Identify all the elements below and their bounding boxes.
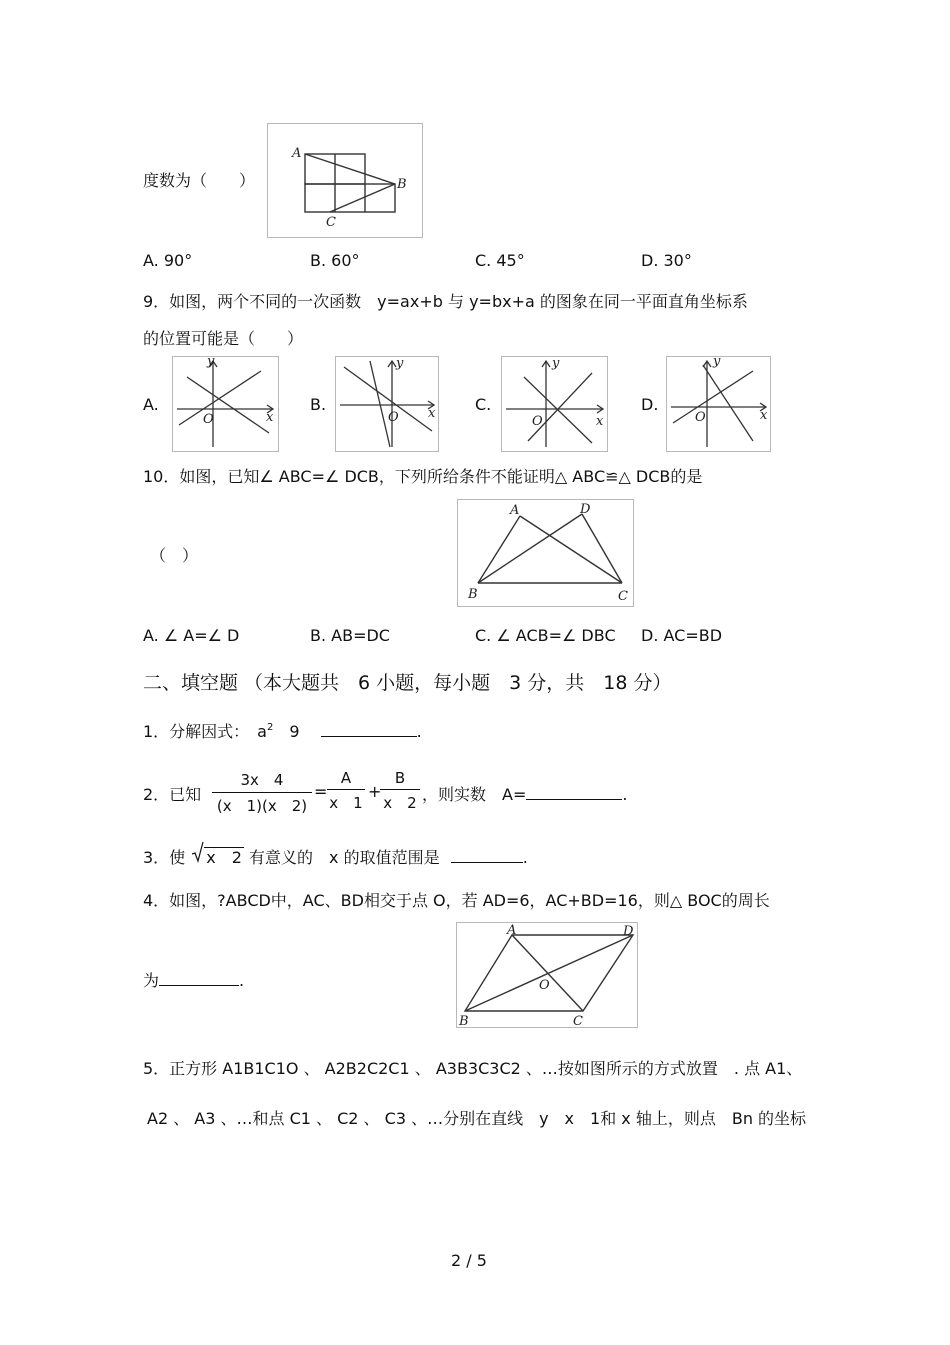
fill-q4-period: .: [239, 971, 245, 990]
q9-a-x-label: x: [266, 410, 274, 425]
q9-graph-c: [501, 356, 608, 452]
fill-q2-frac2-denominator: x 1: [329, 794, 363, 812]
q10-option-b: B. AB=DC: [310, 626, 390, 645]
q10-label-d: D: [580, 502, 591, 517]
fill-q4-figure: [456, 922, 638, 1028]
sqrt-symbol-icon: [192, 841, 204, 863]
q4-label-d: D: [623, 924, 634, 939]
q10-label-b: B: [468, 587, 478, 602]
q9-a-y-label: y: [207, 357, 215, 369]
fill-q5-line1: 5．正方形 A1B1C1O 、 A2B2C2C1 、 A3B3C3C2 、…按如图所示的方式放置 . 点 A1、: [143, 1059, 803, 1078]
q9-graph-b: [335, 356, 439, 452]
fill-q3-sqrt: [192, 845, 244, 868]
q9-c-origin: O: [532, 414, 543, 429]
fill-q4-line1: 4．如图，?ABCD中，AC、BD相交于点 O，若 AD=6，AC+BD=16，则△ BOC的周长: [143, 891, 770, 910]
fill-q5-line2: A2 、 A3 、…和点 C1 、 C2 、 C3 、…分别在直线 y x 1和 x 轴上，则点 Bn 的坐标: [147, 1109, 807, 1128]
fill-q2-fraction-a: [327, 769, 365, 813]
fill-q2-fraction-b: [380, 769, 420, 813]
q8-label-c: C: [326, 215, 336, 230]
fill-q4-line2: [143, 968, 244, 991]
q4-label-a: A: [507, 923, 517, 938]
fill-q2-frac3-denominator: x 2: [383, 794, 417, 812]
q9-option-d-letter: D.: [641, 395, 659, 414]
fill-q1-period: .: [416, 722, 422, 741]
q9-a-origin: O: [203, 412, 214, 427]
q9-graph-a: [172, 356, 279, 452]
q9-d-x-label: x: [760, 408, 768, 423]
fill-q3-radicand: x 2: [206, 848, 242, 867]
q4-label-c: C: [573, 1014, 583, 1027]
q8-option-a: A. 90°: [143, 251, 193, 270]
fill-q2-equals: =: [314, 782, 328, 801]
q10-figure: [457, 499, 634, 607]
q9-d-y-label: y: [713, 357, 721, 369]
q10-stem-line1: 10．如图，已知∠ ABC=∠ DCB，下列所给条件不能证明△ ABC≌△ DCB的是: [143, 467, 703, 486]
fill-q2-period: .: [622, 785, 628, 804]
fill-q4-answer-blank[interactable]: [159, 971, 239, 986]
q9-b-origin: O: [388, 410, 399, 425]
fill-q2-frac1-numerator: 3x 4: [212, 769, 312, 793]
fill-q1-exponent: 2: [267, 722, 274, 733]
q8-label-a: A: [292, 146, 302, 161]
q9-option-c-letter: C.: [475, 395, 492, 414]
fill-q2-tail: [422, 782, 627, 805]
fill-q2-tail-text: ，则实数 A=: [422, 785, 527, 804]
q8-option-d: D. 30°: [641, 251, 692, 270]
q8-figure: [267, 123, 423, 238]
q10-label-c: C: [618, 589, 628, 604]
fill-q2-frac1-denominator: (x 1)(x 2): [216, 797, 308, 815]
q4-label-b: B: [459, 1014, 469, 1027]
q10-label-a: A: [510, 503, 520, 518]
q4-label-o: O: [539, 978, 550, 993]
fill-q3-period: .: [522, 848, 528, 867]
fill-q3-tail: 有意义的 x 的取值范围是: [249, 848, 440, 867]
q9-stem-line2: 的位置可能是（ ）: [143, 329, 304, 348]
fill-q2-frac3-numerator: B: [380, 769, 420, 790]
section-fill-in-title: 二、填空题 （本大题共 6 小题，每小题 3 分，共 18 分）: [143, 672, 672, 694]
q8-option-c: C. 45°: [475, 251, 525, 270]
q9-stem-line1: 9．如图，两个不同的一次函数 y=ax+b 与 y=bx+a 的图象在同一平面直角坐标系: [143, 292, 748, 311]
fill-q1-prefix: 1．分解因式： a: [143, 722, 267, 741]
fill-q2-plus: +: [368, 782, 382, 801]
fill-q3: [143, 845, 528, 868]
q10-option-d: D. AC=BD: [641, 626, 723, 645]
fill-q3-prefix: 3．使: [143, 848, 186, 867]
fill-q3-answer-blank[interactable]: [451, 848, 523, 863]
fill-q2-prefix: 2．已知: [143, 785, 202, 804]
q9-b-x-label: x: [428, 406, 436, 421]
q10-option-c: C. ∠ ACB=∠ DBC: [475, 626, 616, 645]
q10-paren: （ ）: [150, 546, 199, 565]
fill-q4-line2-prefix: 为: [143, 971, 160, 990]
q9-d-origin: O: [695, 410, 706, 425]
q9-graph-d: [666, 356, 771, 452]
q9-b-y-label: y: [396, 357, 404, 371]
q8-stem-tail: 度数为（ ）: [143, 171, 256, 190]
q9-c-y-label: y: [552, 357, 560, 371]
fill-q1-tail: 9: [273, 722, 300, 741]
fill-q1-answer-blank[interactable]: [321, 722, 417, 737]
page-number: 2 / 5: [451, 1251, 487, 1270]
q9-option-a-letter: A.: [143, 395, 159, 414]
q9-c-x-label: x: [596, 414, 604, 429]
q8-label-b: B: [397, 177, 407, 192]
fill-q2-frac2-numerator: A: [327, 769, 365, 790]
fill-q1: [143, 719, 422, 742]
q8-option-b: B. 60°: [310, 251, 360, 270]
q9-option-b-letter: B.: [310, 395, 327, 414]
fill-q2-answer-blank[interactable]: [526, 785, 622, 800]
q10-option-a: A. ∠ A=∠ D: [143, 626, 240, 645]
fill-q2-fraction-left: [212, 769, 312, 816]
